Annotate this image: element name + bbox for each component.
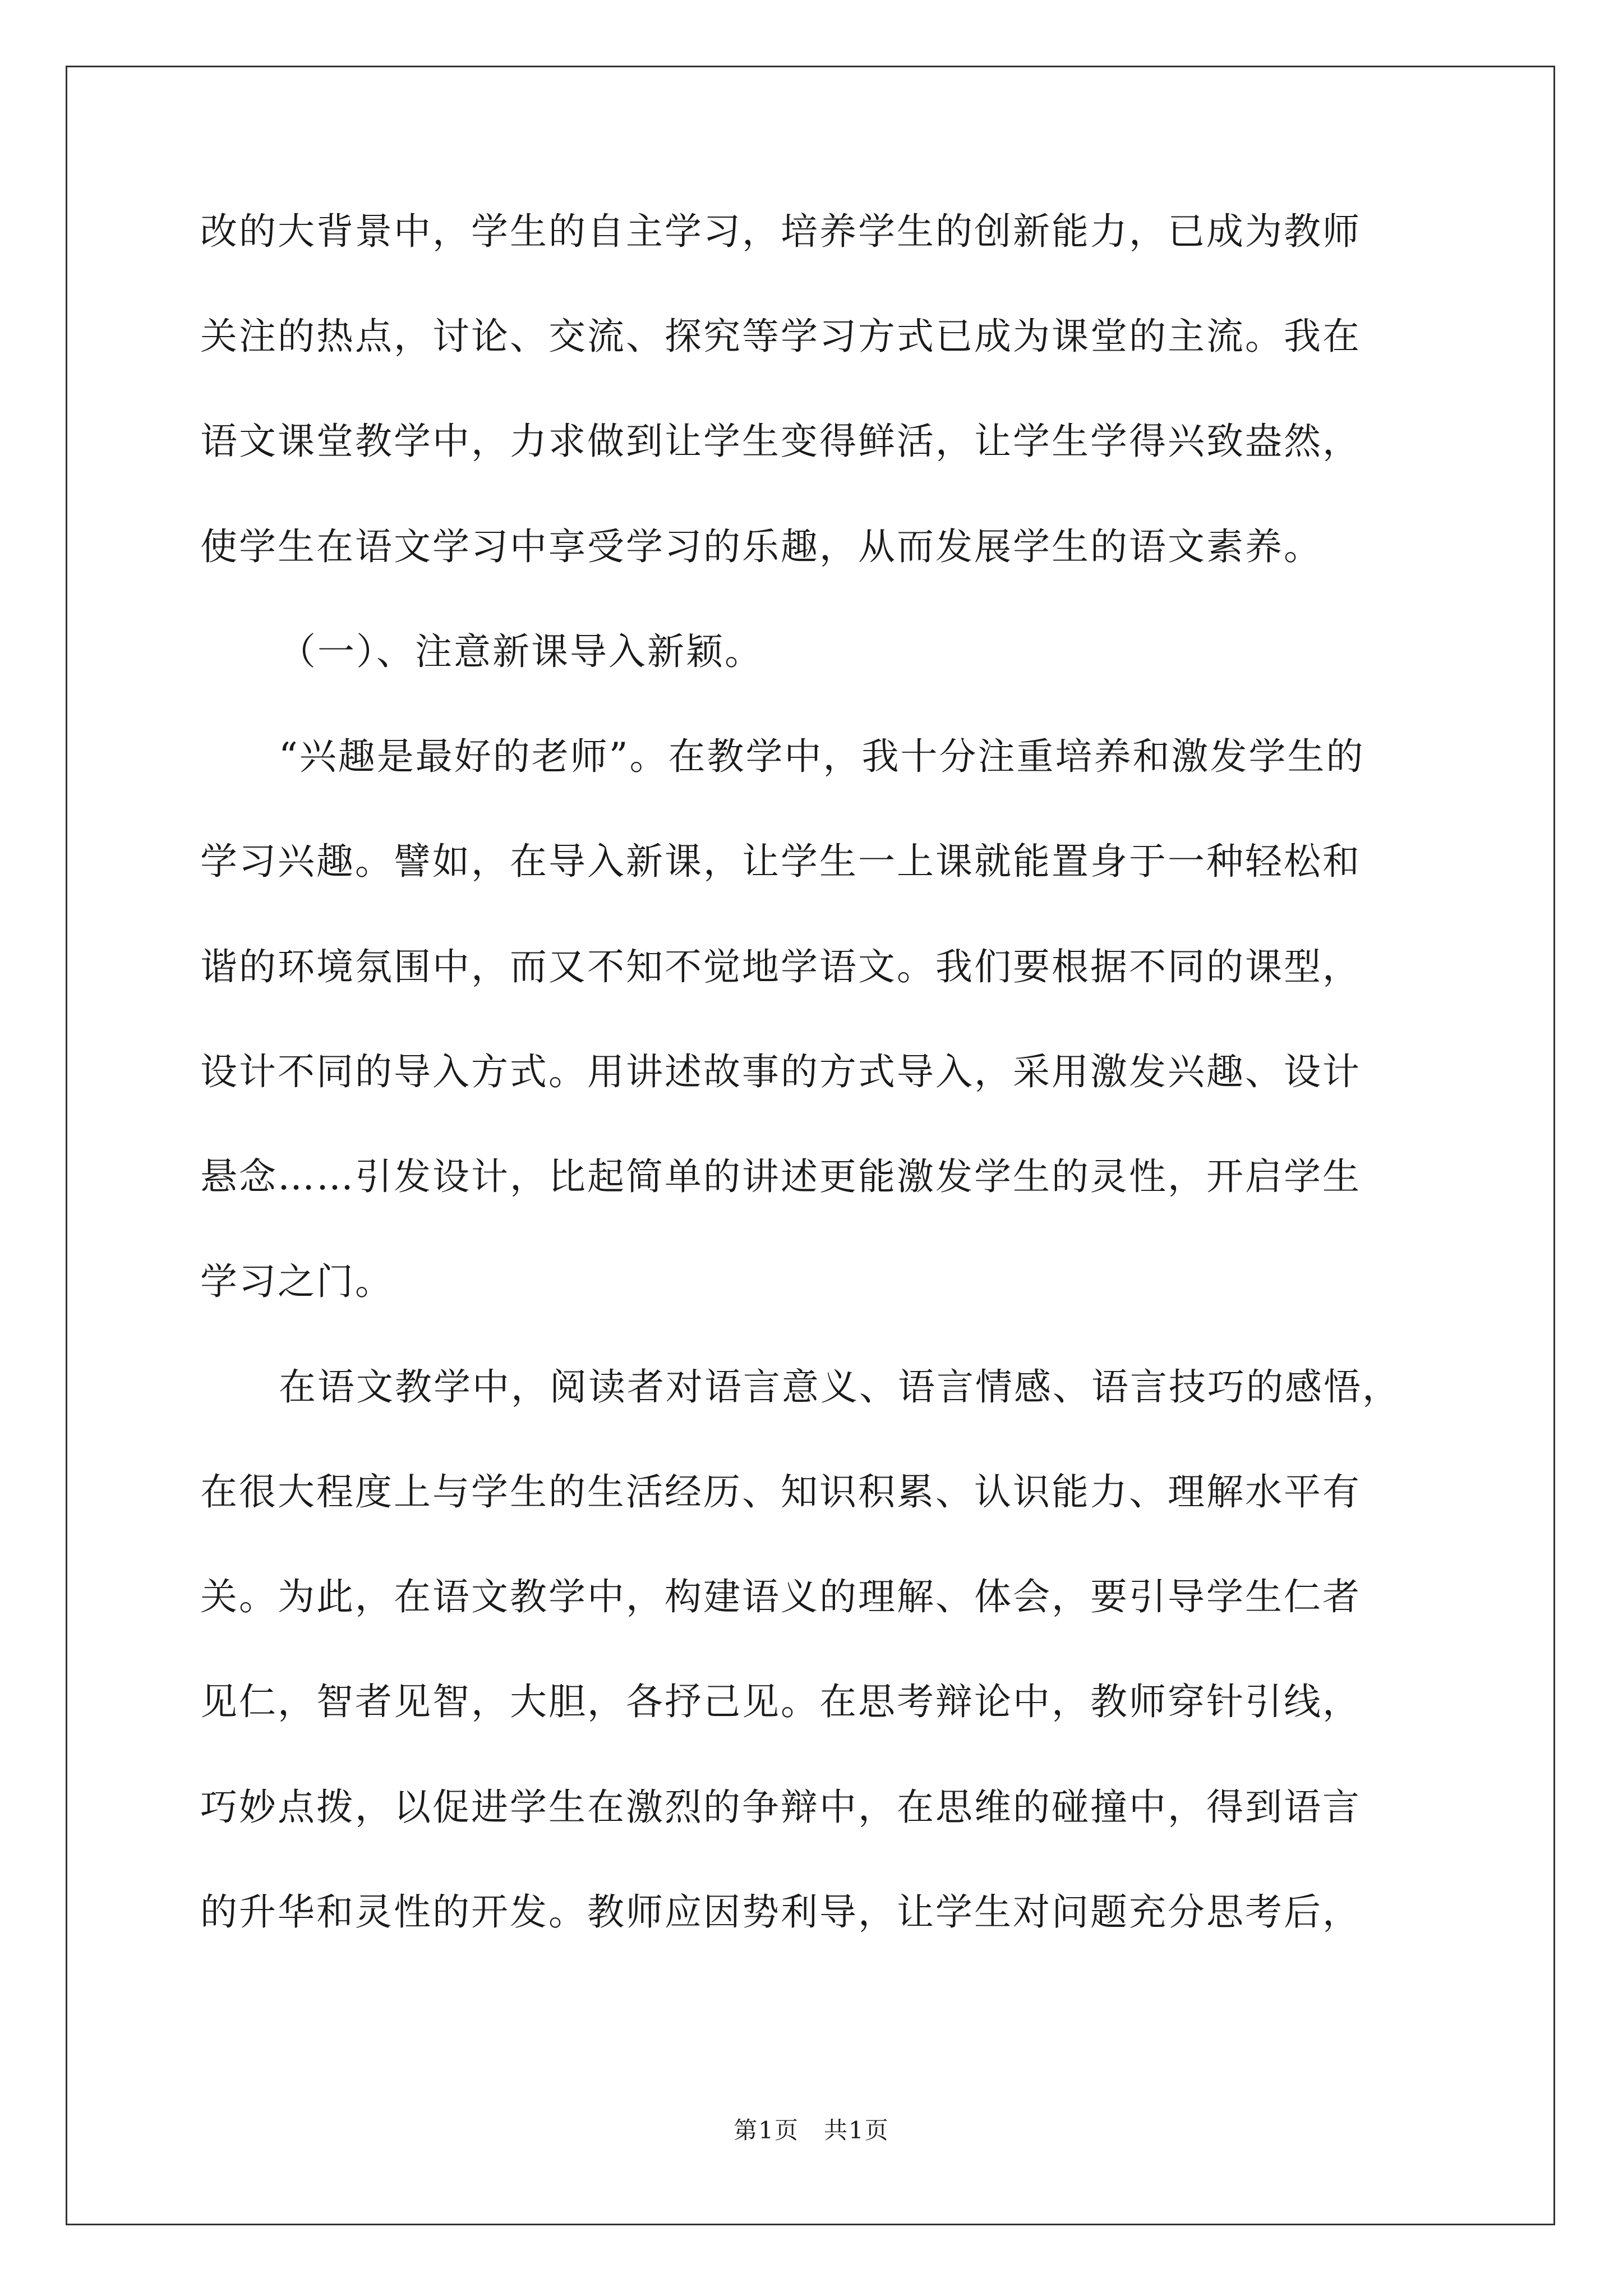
text-line: 的升华和灵性的开发。教师应因势利导，让学生对问题充分思考后， [200,1890,1361,1934]
text-line: 关。为此，在语文教学中，构建语义的理解、体会，要引导学生仁者 [200,1575,1361,1618]
text-line: 学习之门。 [200,1260,394,1303]
text-line: 巧妙点拨，以促进学生在激烈的争辩中，在思维的碰撞中，得到语言 [200,1786,1361,1829]
text-line: 在很大程度上与学生的生活经历、知识积累、认识能力、理解水平有 [200,1470,1361,1513]
text-line: 见仁，智者见智，大胆，各抒己见。在思考辩论中，教师穿针引线， [200,1680,1361,1723]
text-line: 在语文教学中，阅读者对语言意义、语言情感、语言技巧的感悟， [279,1365,1401,1409]
text-line: 关注的热点，讨论、交流、探究等学习方式已成为课堂的主流。我在 [200,315,1361,358]
text-line: 悬念……引发设计，比起简单的讲述更能激发学生的灵性，开启学生 [200,1155,1361,1198]
text-line: 语文课堂教学中，力求做到让学生变得鲜活，让学生学得兴致盎然， [200,420,1361,463]
text-line: 使学生在语文学习中享受学习的乐趣，从而发展学生的语文素养。 [200,525,1322,568]
section-heading: （一）、注意新课导入新颖。 [279,630,763,673]
text-line: 改的大背景中，学生的自主学习，培养学生的创新能力，已成为教师 [200,210,1361,253]
page-number: 第1页 共1页 [734,2116,889,2144]
text-line: “兴趣是最好的老师”。在教学中，我十分注重培养和激发学生的 [279,735,1365,778]
text-line: 学习兴趣。譬如，在导入新课，让学生一上课就能置身于一种轻松和 [200,840,1361,883]
text-line: 设计不同的导入方式。用讲述故事的方式导入，采用激发兴趣、设计 [200,1050,1361,1093]
text-line: 谐的环境氛围中，而又不知不觉地学语文。我们要根据不同的课型， [200,945,1361,988]
